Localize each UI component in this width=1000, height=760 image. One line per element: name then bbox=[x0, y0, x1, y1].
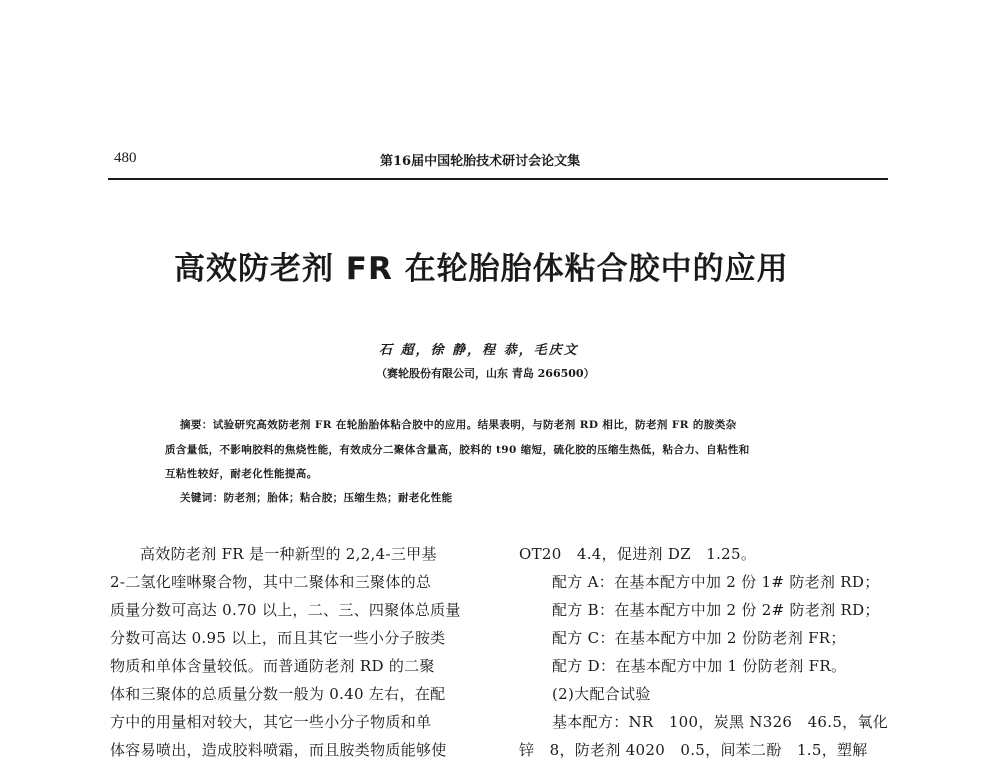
body-line-right: 配方 C：在基本配方中加 2 份防老剂 FR； bbox=[552, 629, 846, 647]
page-number: 480 bbox=[114, 150, 137, 166]
header-rule bbox=[108, 178, 888, 180]
body-line-right: 配方 A：在基本配方中加 2 份 1# 防老剂 RD； bbox=[552, 573, 880, 591]
body-line-right: 配方 B：在基本配方中加 2 份 2# 防老剂 RD； bbox=[552, 601, 880, 619]
abstract-line: 互粘性较好，耐老化性能提高。 bbox=[165, 468, 318, 480]
body-line-left: 方中的用量相对较大，其它一些小分子物质和单 bbox=[110, 713, 432, 731]
body-line-left: 分数可高达 0.95 以上，而且其它一些小分子胺类 bbox=[110, 629, 446, 647]
paper-title: 高效防老剂 FR 在轮胎胎体粘合胶中的应用 bbox=[174, 251, 789, 287]
body-line-right: 锌 8，防老剂 4020 0.5，间苯二酚 1.5，塑解 bbox=[519, 741, 868, 759]
body-line-right: 配方 D：在基本配方中加 1 份防老剂 FR。 bbox=[552, 657, 847, 675]
abstract-line: 摘要：试验研究高效防老剂 FR 在轮胎胎体粘合胶中的应用。结果表明，与防老剂 RD 相比，防老剂 FR 的胺类杂 bbox=[180, 419, 737, 431]
body-line-right: OT20 4.4，促进剂 DZ 1.25。 bbox=[519, 545, 757, 563]
running-title: 第16届中国轮胎技术研讨会论文集 bbox=[380, 154, 581, 169]
authors: 石 超，徐 静，程 恭，毛庆文 bbox=[379, 343, 579, 358]
body-line-right: (2)大配合试验 bbox=[552, 685, 651, 703]
body-line-right: 基本配方：NR 100，炭黑 N326 46.5，氧化 bbox=[552, 713, 889, 731]
keywords: 关键词：防老剂；胎体；粘合胶；压缩生热；耐老化性能 bbox=[180, 492, 453, 504]
body-line-left: 物质和单体含量较低。而普通防老剂 RD 的二聚 bbox=[110, 657, 435, 675]
body-line-left: 质量分数可高达 0.70 以上，二、三、四聚体总质量 bbox=[110, 601, 461, 619]
body-line-left: 2-二氢化喹啉聚合物，其中二聚体和三聚体的总 bbox=[110, 573, 432, 591]
body-line-left: 体容易喷出，造成胶料喷霜，而且胺类物质能够使 bbox=[110, 741, 447, 759]
affiliation: （赛轮股份有限公司，山东 青岛 266500） bbox=[376, 367, 595, 380]
body-line-left: 高效防老剂 FR 是一种新型的 2,2,4-三甲基 bbox=[140, 545, 437, 563]
abstract-line: 质含量低，不影响胶料的焦烧性能，有效成分二聚体含量高，胶料的 t90 缩短，硫化胶的压缩生热低，粘合力、自粘性和 bbox=[165, 444, 750, 456]
body-line-left: 体和三聚体的总质量分数一般为 0.40 左右，在配 bbox=[110, 685, 446, 703]
